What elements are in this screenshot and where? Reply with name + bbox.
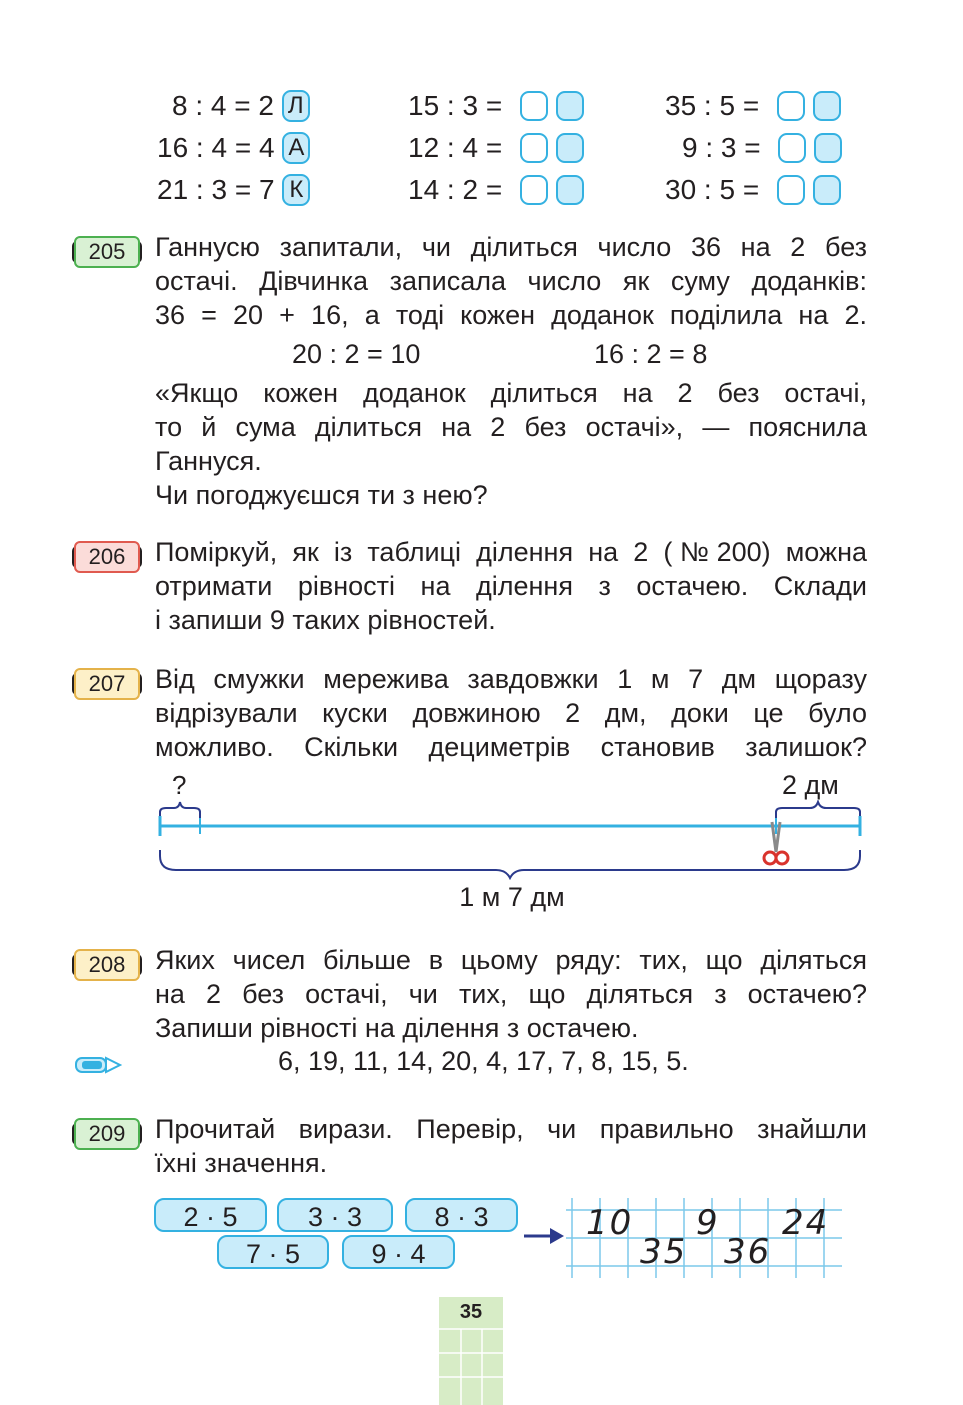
task-206-text (155, 535, 867, 637)
task-text-line: 36 = 20 + 16, а тоді кожен доданок поділила на 2. (155, 300, 867, 330)
page-number-block (439, 1297, 503, 1405)
equation-row (408, 131, 584, 165)
task-text-line: Яких чисел більше в цьому ряду: тих, що діляться (155, 945, 867, 975)
equation-expression: 35 : 5 = (665, 90, 760, 121)
task-209-text (155, 1112, 867, 1180)
remainder-brace (160, 802, 200, 818)
equation-row (408, 173, 584, 207)
equation-row (665, 89, 841, 123)
handwritten-answer: 35 (640, 1232, 688, 1272)
task-text-line: Поміркуй, як із таблиці ділення на 2 (№200) можна (155, 537, 867, 567)
handwritten-answer: 24 (782, 1203, 830, 1243)
task-question: Чи погоджуєшся ти з нею? (155, 480, 488, 510)
arrow-right-icon (522, 1225, 566, 1247)
letter-box[interactable] (813, 175, 841, 205)
letter-box[interactable] (556, 91, 584, 121)
answer-box[interactable] (777, 91, 805, 121)
letter-answer: К (282, 174, 310, 206)
letter-answer: А (282, 132, 310, 164)
answer-box[interactable] (778, 133, 806, 163)
calc-1: 20 : 2 = 10 (292, 339, 421, 369)
task-208-text (155, 943, 867, 1045)
equation-row (682, 131, 842, 165)
calc-2: 16 : 2 = 8 (594, 339, 708, 369)
answer-box[interactable] (520, 175, 548, 205)
answer-box[interactable] (777, 175, 805, 205)
letter-box[interactable] (556, 133, 584, 163)
task-text-line: відрізували куски довжиною 2 дм, доки це було (155, 698, 867, 728)
equation-expression: 8 : 4 = 2 (172, 90, 274, 121)
task-text-line: остачі. Дівчинка записала число як суму доданків: (155, 266, 867, 296)
task-205-text (155, 230, 867, 332)
expression-card: 2 · 5 (154, 1198, 267, 1232)
handwritten-answer: 10 (586, 1203, 634, 1243)
equation-row (665, 173, 841, 207)
task-text-line: їхні значення. (155, 1148, 328, 1178)
task-text-line: Ганнуся. (155, 446, 262, 476)
equation-expression: 12 : 4 = (408, 132, 503, 163)
task-text-line: можливо. Скільки дециметрів становив залишок? (155, 732, 867, 762)
question-mark: ? (172, 770, 187, 800)
equation-expression: 21 : 3 = 7 (157, 174, 275, 205)
task-text-line: «Якщо кожен доданок ділиться на 2 без остачі, (155, 378, 867, 408)
letter-box[interactable] (556, 175, 584, 205)
letter-box[interactable] (814, 133, 842, 163)
task-text-line: і запиши 9 таких рівностей. (155, 605, 496, 635)
task-text-line: Від смужки мережива завдовжки 1 м 7 дм щоразу (155, 664, 867, 694)
total-length-label: 1 м 7 дм (459, 882, 565, 912)
pencil-icon (74, 1054, 122, 1076)
equation-expression: 16 : 4 = 4 (157, 132, 275, 163)
letter-answer: Л (282, 90, 310, 122)
handwritten-answer: 9 (696, 1203, 718, 1243)
equation-expression: 14 : 2 = (408, 174, 503, 205)
segment-diagram (150, 800, 870, 880)
task-text-line: отримати рівності на ділення з остачею. Склади (155, 571, 867, 601)
task-number-205: 205 (74, 236, 140, 268)
number-series: 6, 19, 11, 14, 20, 4, 17, 7, 8, 15, 5. (278, 1046, 689, 1076)
task-text-line: Запиши рівності на ділення з остачею. (155, 1013, 639, 1043)
piece-brace (776, 802, 860, 818)
task-number-207: 207 (74, 668, 140, 700)
task-number-208: 208 (74, 949, 140, 981)
task-205-quote (155, 376, 867, 512)
equation-row (408, 89, 584, 123)
answer-box[interactable] (520, 133, 548, 163)
page-number: 35 (459, 1301, 483, 1323)
expression-card: 9 · 4 (342, 1235, 455, 1269)
answer-box[interactable] (520, 91, 548, 121)
task-text-line: то й сума ділиться на 2 без остачі», — пояснила (155, 412, 867, 442)
expression-card: 8 · 3 (405, 1198, 518, 1232)
expression-card: 3 · 3 (277, 1198, 393, 1232)
equation-expression: 15 : 3 = (408, 90, 503, 121)
task-number-209: 209 (74, 1118, 140, 1150)
task-text-line: Прочитай вирази. Перевір, чи правильно знайшли (155, 1114, 867, 1144)
total-brace (160, 850, 860, 878)
task-207-text (155, 662, 867, 764)
equation-row (157, 173, 310, 208)
handwritten-answer: 36 (724, 1232, 772, 1272)
equation-expression: 9 : 3 = (682, 132, 761, 163)
task-text-line: на 2 без остачі, чи тих, що діляться з остачею? (155, 979, 867, 1009)
expression-card: 7 · 5 (217, 1235, 329, 1269)
letter-box[interactable] (813, 91, 841, 121)
equation-row (157, 131, 310, 166)
task-text-line: Ганнусю запитали, чи ділиться число 36 на 2 без (155, 232, 867, 262)
piece-label: 2 дм (782, 770, 839, 800)
equation-row (172, 89, 310, 124)
task-number-206: 206 (74, 541, 140, 573)
equation-expression: 30 : 5 = (665, 174, 760, 205)
